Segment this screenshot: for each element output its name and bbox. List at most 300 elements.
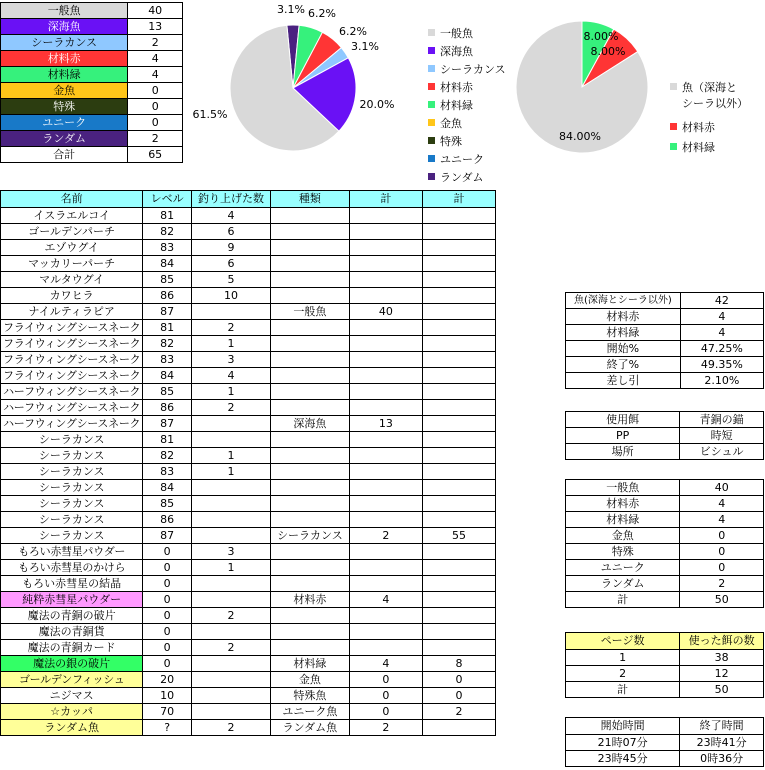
- name-cell: ランダム魚: [1, 720, 143, 736]
- summary-value: 13: [128, 19, 183, 35]
- stats-value: 4: [680, 309, 763, 325]
- stats-value: 0: [680, 544, 764, 560]
- level-cell: 0: [143, 640, 192, 656]
- legend-item: [670, 94, 748, 111]
- stats-value: 50: [680, 592, 764, 608]
- sum2-cell: [422, 272, 495, 288]
- stats-label: 材料緑: [566, 512, 680, 528]
- stats-value: 49.35%: [680, 357, 763, 373]
- level-cell: 20: [143, 672, 192, 688]
- sum2-cell: [422, 608, 495, 624]
- legend-swatch: [428, 65, 435, 72]
- table-row: [1, 496, 496, 512]
- pie-data-label: 6.2%: [339, 25, 367, 38]
- table-row: [1, 592, 496, 608]
- stats-value: 2: [680, 576, 764, 592]
- legend-label: 材料赤: [440, 80, 473, 94]
- table-row: [1, 448, 496, 464]
- type-cell: [270, 496, 349, 512]
- column-header: 計: [349, 191, 422, 208]
- count-cell: 6: [191, 224, 270, 240]
- stats-value: 時短: [680, 428, 764, 444]
- sum2-cell: [422, 640, 495, 656]
- summary-table: [0, 2, 183, 163]
- name-cell: シーラカンス: [1, 480, 143, 496]
- type-cell: [270, 512, 349, 528]
- stats-row: [566, 682, 764, 698]
- sum2-cell: [422, 576, 495, 592]
- stats-value: 2.10%: [680, 373, 763, 389]
- stats-label: 材料赤: [566, 496, 680, 512]
- table-row: [1, 320, 496, 336]
- column-header: 釣り上げた数: [191, 191, 270, 208]
- pie-data-label: 3.1%: [277, 3, 305, 16]
- stats-row: [566, 373, 764, 389]
- legend-swatch: [428, 173, 435, 180]
- legend-label: 魚（深海と: [682, 80, 737, 94]
- name-cell: フライウィングシースネーク: [1, 368, 143, 384]
- stats-row: [566, 480, 764, 496]
- table-row: [1, 336, 496, 352]
- level-cell: 83: [143, 352, 192, 368]
- count-cell: 2: [191, 608, 270, 624]
- sum-cell: [349, 224, 422, 240]
- type-cell: [270, 544, 349, 560]
- summary-label: 一般魚: [1, 3, 128, 19]
- sum-cell: [349, 256, 422, 272]
- level-cell: 70: [143, 704, 192, 720]
- level-cell: 85: [143, 272, 192, 288]
- sum-cell: [349, 464, 422, 480]
- name-cell: シーラカンス: [1, 464, 143, 480]
- name-cell: ゴールデンフィッシュ: [1, 672, 143, 688]
- type-cell: [270, 432, 349, 448]
- summary-label: 材料赤: [1, 51, 128, 67]
- count-cell: 2: [191, 720, 270, 736]
- name-cell: もろい赤彗星のかけら: [1, 560, 143, 576]
- summary-row: [1, 83, 183, 99]
- type-cell: ユニーク魚: [270, 704, 349, 720]
- stats-value: 0: [680, 528, 764, 544]
- level-cell: ?: [143, 720, 192, 736]
- stats-value: 42: [680, 293, 763, 309]
- sum-cell: 4: [349, 592, 422, 608]
- legend-item: [428, 60, 506, 77]
- stats-row: [566, 428, 764, 444]
- sum-cell: 2: [349, 528, 422, 544]
- sum-cell: [349, 336, 422, 352]
- name-cell: シーラカンス: [1, 496, 143, 512]
- sum-cell: 0: [349, 672, 422, 688]
- type-cell: [270, 368, 349, 384]
- stats-value: 4: [680, 512, 764, 528]
- name-cell: マッカリーパーチ: [1, 256, 143, 272]
- summary-row: [1, 99, 183, 115]
- table-row: [1, 576, 496, 592]
- level-cell: 87: [143, 416, 192, 432]
- count-cell: [191, 704, 270, 720]
- name-cell: シーラカンス: [1, 512, 143, 528]
- sum2-cell: [422, 448, 495, 464]
- stats-value: 23時41分: [680, 735, 764, 751]
- sum2-cell: [422, 224, 495, 240]
- level-cell: 0: [143, 624, 192, 640]
- table-row: [1, 208, 496, 224]
- sum2-cell: [422, 256, 495, 272]
- summary-row: [1, 3, 183, 19]
- count-cell: 1: [191, 384, 270, 400]
- type-cell: [270, 272, 349, 288]
- table-row: [1, 304, 496, 320]
- type-cell: [270, 256, 349, 272]
- table-row: [1, 528, 496, 544]
- count-cell: 2: [191, 320, 270, 336]
- sum2-cell: [422, 432, 495, 448]
- stats-row: [566, 735, 764, 751]
- count-cell: [191, 496, 270, 512]
- stats-value: 40: [680, 480, 764, 496]
- level-cell: 87: [143, 304, 192, 320]
- level-cell: 10: [143, 688, 192, 704]
- sum2-cell: [422, 336, 495, 352]
- count-cell: 4: [191, 208, 270, 224]
- stats-value: 12: [680, 666, 764, 682]
- pie-data-label: 3.1%: [351, 40, 379, 53]
- stats-count-table: [565, 479, 764, 608]
- table-row: [1, 288, 496, 304]
- legend-label: 材料赤: [682, 120, 715, 134]
- level-cell: 82: [143, 336, 192, 352]
- stats-value: ビシュル: [680, 444, 764, 460]
- type-cell: [270, 336, 349, 352]
- sum2-cell: 0: [422, 688, 495, 704]
- legend-swatch: [670, 143, 677, 150]
- count-cell: [191, 672, 270, 688]
- stats-label: 場所: [566, 444, 680, 460]
- stats-header: 終了時間: [680, 718, 764, 735]
- name-cell: 純粋赤彗星パウダー: [1, 592, 143, 608]
- table-row: [1, 720, 496, 736]
- stats-row: [566, 592, 764, 608]
- count-cell: 5: [191, 272, 270, 288]
- level-cell: 0: [143, 576, 192, 592]
- stats-label: 差し引: [566, 373, 681, 389]
- sum-cell: [349, 640, 422, 656]
- stats-row: [566, 666, 764, 682]
- pie-data-label: 8.00%: [583, 30, 619, 43]
- legend-swatch: [428, 83, 435, 90]
- type-cell: ランダム魚: [270, 720, 349, 736]
- type-cell: 一般魚: [270, 304, 349, 320]
- type-cell: [270, 480, 349, 496]
- header-row: [1, 191, 496, 208]
- sum2-cell: [422, 560, 495, 576]
- stats-row: [566, 341, 764, 357]
- name-cell: 魔法の青銅カード: [1, 640, 143, 656]
- name-cell: シーラカンス: [1, 432, 143, 448]
- name-cell: ハーフウィングシースネーク: [1, 384, 143, 400]
- stats-row: [566, 309, 764, 325]
- type-cell: [270, 640, 349, 656]
- sum-cell: [349, 576, 422, 592]
- level-cell: 83: [143, 240, 192, 256]
- stats-label: 一般魚: [566, 480, 680, 496]
- sum2-cell: [422, 304, 495, 320]
- pie2-legend: [670, 78, 765, 158]
- level-cell: 0: [143, 560, 192, 576]
- sum2-cell: 8: [422, 656, 495, 672]
- name-cell: ☆カッパ: [1, 704, 143, 720]
- level-cell: 81: [143, 432, 192, 448]
- sum2-cell: [422, 464, 495, 480]
- summary-row: [1, 131, 183, 147]
- type-cell: [270, 448, 349, 464]
- stats-label: 材料赤: [566, 309, 681, 325]
- count-cell: [191, 416, 270, 432]
- type-cell: [270, 576, 349, 592]
- sum2-cell: [422, 400, 495, 416]
- sum2-cell: 2: [422, 704, 495, 720]
- sum2-cell: [422, 368, 495, 384]
- type-cell: シーラカンス: [270, 528, 349, 544]
- type-cell: [270, 624, 349, 640]
- column-header: レベル: [143, 191, 192, 208]
- count-cell: 10: [191, 288, 270, 304]
- sum-cell: [349, 368, 422, 384]
- type-cell: [270, 560, 349, 576]
- summary-row: [1, 19, 183, 35]
- level-cell: 87: [143, 528, 192, 544]
- type-cell: [270, 240, 349, 256]
- name-cell: フライウィングシースネーク: [1, 336, 143, 352]
- level-cell: 83: [143, 464, 192, 480]
- stats-label: 材料緑: [566, 325, 681, 341]
- name-cell: ハーフウィングシースネーク: [1, 400, 143, 416]
- bait-info-table: [565, 411, 764, 460]
- table-row: [1, 512, 496, 528]
- level-cell: 85: [143, 496, 192, 512]
- stats-label: 終了%: [566, 357, 681, 373]
- type-cell: 金魚: [270, 672, 349, 688]
- stats-row: [566, 444, 764, 460]
- table-row: [1, 560, 496, 576]
- summary-value: 2: [128, 131, 183, 147]
- summary-value: 65: [128, 147, 183, 163]
- level-cell: 0: [143, 608, 192, 624]
- sum2-cell: [422, 512, 495, 528]
- level-cell: 86: [143, 512, 192, 528]
- legend-label: 材料緑: [440, 98, 473, 112]
- table-row: [1, 384, 496, 400]
- legend-label: 深海魚: [440, 44, 473, 58]
- name-cell: フライウィングシースネーク: [1, 320, 143, 336]
- type-cell: [270, 400, 349, 416]
- sum2-cell: [422, 384, 495, 400]
- sum-cell: 40: [349, 304, 422, 320]
- summary-row: [1, 51, 183, 67]
- stats-value: 0: [680, 560, 764, 576]
- summary-value: 0: [128, 99, 183, 115]
- type-cell: [270, 288, 349, 304]
- sum-cell: [349, 512, 422, 528]
- table-row: [1, 672, 496, 688]
- table-row: [1, 352, 496, 368]
- legend-item: [428, 168, 484, 185]
- count-cell: [191, 624, 270, 640]
- sum-cell: 0: [349, 688, 422, 704]
- level-cell: 81: [143, 208, 192, 224]
- summary-row: [1, 35, 183, 51]
- stats-row: [566, 357, 764, 373]
- stats-label: 使用餌: [566, 412, 680, 428]
- summary-row: [1, 115, 183, 131]
- name-cell: ハーフウィングシースネーク: [1, 416, 143, 432]
- name-cell: シーラカンス: [1, 528, 143, 544]
- table-row: [1, 432, 496, 448]
- table-row: [1, 624, 496, 640]
- stats-row: [566, 293, 764, 309]
- stats-row: [566, 325, 764, 341]
- stats-value: 38: [680, 650, 764, 666]
- column-header: 種類: [270, 191, 349, 208]
- legend-item: [428, 150, 484, 167]
- legend-swatch: [428, 101, 435, 108]
- sum2-cell: [422, 208, 495, 224]
- stats-label: 魚(深海とシーラ以外): [566, 293, 681, 309]
- summary-row: [1, 67, 183, 83]
- type-cell: [270, 608, 349, 624]
- stats-row: [566, 544, 764, 560]
- stats-row: [566, 650, 764, 666]
- page-bait-table: [565, 632, 764, 698]
- stats-value: 青銅の錨: [680, 412, 764, 428]
- legend-item: [428, 96, 473, 113]
- sum-cell: [349, 400, 422, 416]
- stats-percent-table: [565, 292, 764, 389]
- count-cell: [191, 656, 270, 672]
- count-cell: 1: [191, 560, 270, 576]
- level-cell: 82: [143, 224, 192, 240]
- sum2-cell: [422, 240, 495, 256]
- table-row: [1, 688, 496, 704]
- pie-data-label: 8.00%: [590, 45, 626, 58]
- sum2-cell: [422, 544, 495, 560]
- count-cell: [191, 304, 270, 320]
- summary-value: 4: [128, 51, 183, 67]
- type-cell: 材料赤: [270, 592, 349, 608]
- sum2-cell: 55: [422, 528, 495, 544]
- level-cell: 84: [143, 480, 192, 496]
- table-row: [1, 224, 496, 240]
- legend-item: [428, 42, 473, 59]
- table-row: [1, 272, 496, 288]
- stats-label: 23時45分: [566, 751, 680, 767]
- time-table: [565, 717, 764, 767]
- type-cell: 材料緑: [270, 656, 349, 672]
- count-cell: 1: [191, 336, 270, 352]
- sum2-cell: [422, 320, 495, 336]
- stats-row: [566, 560, 764, 576]
- pie-chart-fish-types: [190, 0, 420, 170]
- table-row: [1, 656, 496, 672]
- legend-item: [670, 138, 715, 155]
- legend-label: 特殊: [440, 134, 462, 148]
- summary-value: 0: [128, 83, 183, 99]
- sum2-cell: [422, 592, 495, 608]
- column-header: 名前: [1, 191, 143, 208]
- count-cell: [191, 480, 270, 496]
- sum-cell: [349, 208, 422, 224]
- summary-label: 特殊: [1, 99, 128, 115]
- summary-row: [1, 147, 183, 163]
- sum-cell: 13: [349, 416, 422, 432]
- type-cell: [270, 352, 349, 368]
- type-cell: 深海魚: [270, 416, 349, 432]
- stats-header: ページ数: [566, 633, 680, 650]
- stats-label: 21時07分: [566, 735, 680, 751]
- legend-item: [428, 114, 462, 131]
- stats-label: 2: [566, 666, 680, 682]
- sum-cell: [349, 480, 422, 496]
- summary-label: シーラカンス: [1, 35, 128, 51]
- table-row: [1, 400, 496, 416]
- legend-item: [428, 24, 473, 41]
- summary-label: 材料緑: [1, 67, 128, 83]
- sum-cell: [349, 384, 422, 400]
- level-cell: 86: [143, 400, 192, 416]
- sum2-cell: [422, 480, 495, 496]
- legend-label: シーラ以外）: [682, 96, 748, 110]
- name-cell: ナイルティラピア: [1, 304, 143, 320]
- sum-cell: [349, 544, 422, 560]
- sum-cell: [349, 608, 422, 624]
- table-row: [1, 240, 496, 256]
- name-cell: ニジマス: [1, 688, 143, 704]
- stats-value: 4: [680, 496, 764, 512]
- stats-row: [566, 412, 764, 428]
- name-cell: もろい赤彗星の結晶: [1, 576, 143, 592]
- sum-cell: 4: [349, 656, 422, 672]
- sum-cell: [349, 352, 422, 368]
- count-cell: 3: [191, 544, 270, 560]
- pie-data-label: 20.0%: [359, 98, 395, 111]
- stats-header: 開始時間: [566, 718, 680, 735]
- summary-label: ランダム: [1, 131, 128, 147]
- type-cell: [270, 320, 349, 336]
- stats-label: PP: [566, 428, 680, 444]
- legend-swatch: [428, 119, 435, 126]
- legend-swatch: [428, 47, 435, 54]
- count-cell: 3: [191, 352, 270, 368]
- stats-row: [566, 512, 764, 528]
- stats-row: [566, 496, 764, 512]
- count-cell: [191, 592, 270, 608]
- count-cell: [191, 528, 270, 544]
- legend-label: シーラカンス: [440, 62, 506, 76]
- summary-label: 深海魚: [1, 19, 128, 35]
- level-cell: 85: [143, 384, 192, 400]
- legend-swatch: [670, 123, 677, 130]
- summary-value: 2: [128, 35, 183, 51]
- count-cell: [191, 688, 270, 704]
- stats-label: 計: [566, 682, 680, 698]
- stats-label: 特殊: [566, 544, 680, 560]
- name-cell: 魔法の青銅貨: [1, 624, 143, 640]
- stats-value: 50: [680, 682, 764, 698]
- level-cell: 0: [143, 656, 192, 672]
- level-cell: 84: [143, 256, 192, 272]
- type-cell: [270, 464, 349, 480]
